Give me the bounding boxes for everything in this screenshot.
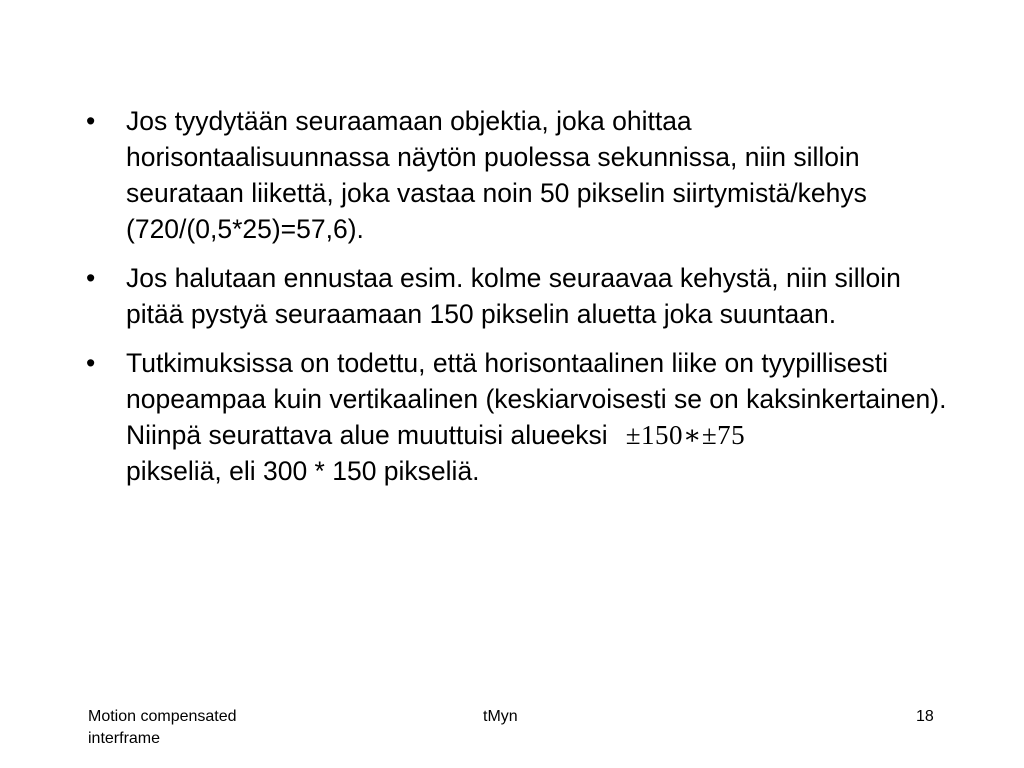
bullet-list (86, 103, 956, 502)
bullet-marker: • (86, 348, 96, 378)
bullet-marker: • (86, 106, 96, 136)
bullet-item-1 (86, 103, 956, 247)
bullet-text: Jos tyydytään seuraamaan objektia, joka ohittaa horisontaalisuunnassa näytön puolessa sekunnissa, niin silloin seurataan liikettä, joka vastaa noin 50 pikselin siirtymistä/kehys (720/(0,5*25)=57,6). (126, 106, 867, 244)
bullet-item-2 (86, 260, 956, 332)
math-formula: ±150∗±75 (625, 420, 746, 450)
bullet-text-continued: pikseliä, eli 300 * 150 pikseliä. (126, 456, 480, 486)
bullet-marker: • (86, 263, 96, 293)
bullet-text: Jos halutaan ennustaa esim. kolme seuraavaa kehystä, niin silloin pitää pystyä seuraamaan 150 pikselin aluetta joka suuntaan. (126, 263, 901, 329)
footer-author: tMyn (483, 708, 518, 725)
footer-title: Motion compensated interframe (88, 708, 237, 747)
page-number: 18 (916, 708, 934, 725)
bullet-item-3 (86, 345, 956, 489)
bullet-text: Tutkimuksissa on todettu, että horisontaalinen liike on tyypillisesti nopeampaa kuin vertikaalinen (keskiarvoisesti se on kaksinkertainen). Niinpä seurattava alue muuttuisi alueeksi (126, 348, 947, 450)
